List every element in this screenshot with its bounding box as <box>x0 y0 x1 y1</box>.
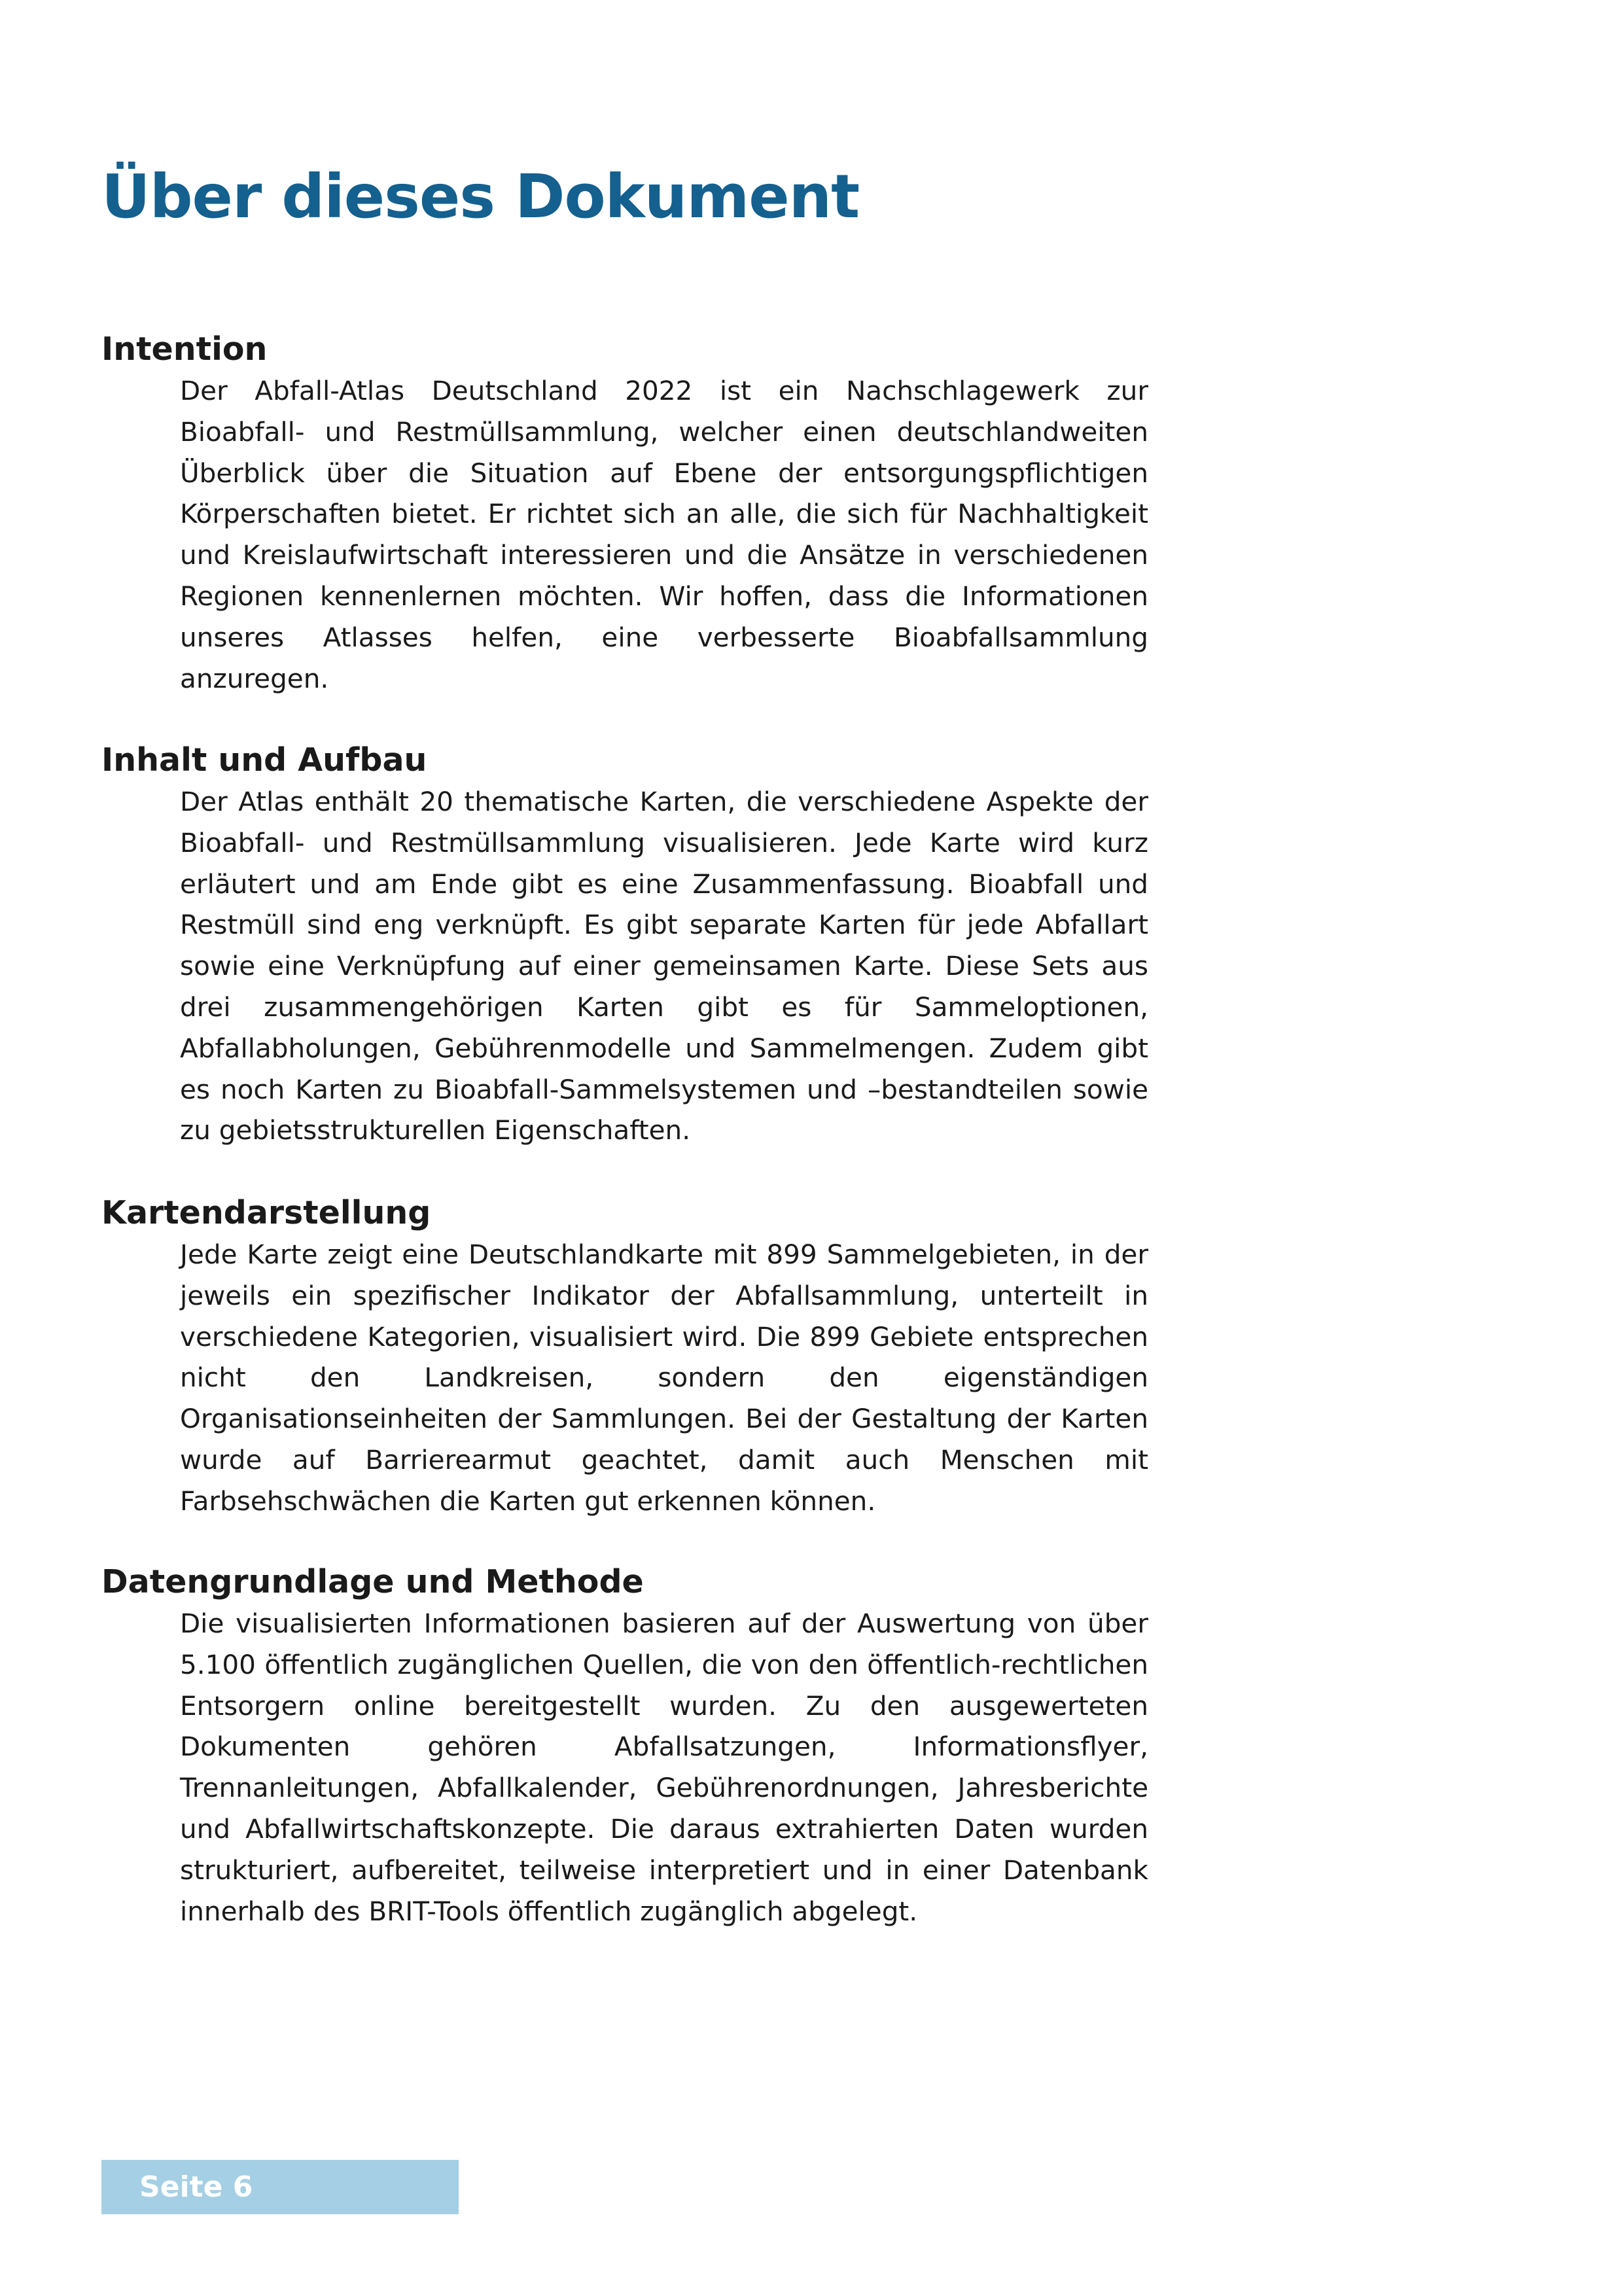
section-body: Die visualisierten Informationen basieren auf der Auswertung von über 5.100 öffentlich zugänglichen Quellen, die von den öffentlich-rechtlichen Entsorgern online bereitgestellt wurden. Zu den ausgewerteten Dokumenten gehören Abfallsatzungen, Informationsflyer, Trennanleitungen, Abfallkalender, Gebührenordnungen, Jahresberichte und Abfallwirtschaftskonzepte. Die daraus extrahierten Daten wurden strukturiert, aufbereitet, teilweise interpretiert und in einer Datenbank innerhalb des BRIT-Tools öffentlich zugänglich abgelegt. <box>180 1608 1148 1927</box>
page-number: Seite 6 <box>139 2170 253 2204</box>
section-datengrundlage-und-methode <box>101 1561 1148 1932</box>
page-title: Über dieses Dokument <box>101 162 860 232</box>
section-body: Der Abfall-Atlas Deutschland 2022 ist ein Nachschlagewerk zur Bioabfall- und Restmüllsammlung, welcher einen deutschlandweiten Überblick über die Situation auf Ebene der entsorgungspflichtigen Körperschaften bietet. Er richtet sich an alle, die sich für Nachhaltigkeit und Kreislaufwirtschaft interessieren und die Ansätze in verschiedenen Regionen kennenlernen möchten. Wir hoffen, dass die Informationen unseres Atlasses helfen, eine verbesserte Bioabfallsammlung anzuregen. <box>180 375 1148 694</box>
section-heading: Datengrundlage und Methode <box>101 1563 644 1600</box>
section-body: Jede Karte zeigt eine Deutschlandkarte mit 899 Sammelgebieten, in der jeweils ein spezifischer Indikator der Abfallsammlung, unterteilt in verschiedene Kategorien, visualisiert wird. Die 899 Gebiete entsprechen nicht den Landkreisen, sondern den eigenständigen Organisationseinheiten der Sammlungen. Bei der Gestaltung der Karten wurde auf Barrierearmut geachtet, damit auch Menschen mit Farbsehschwächen die Karten gut erkennen können. <box>180 1239 1148 1517</box>
section-heading: Kartendarstellung <box>101 1194 431 1231</box>
section-heading: Intention <box>101 330 268 368</box>
section-body: Der Atlas enthält 20 thematische Karten, die verschiedene Aspekte der Bioabfall- und Restmüllsammlung visualisieren. Jede Karte wird kurz erläutert und am Ende gibt es eine Zusammenfassung. Bioabfall und Restmüll sind eng verknüpft. Es gibt separate Karten für jede Abfallart sowie eine Verknüpfung auf einer gemeinsamen Karte. Diese Sets aus drei zusammengehörigen Karten gibt es für Sammeloptionen, Abfallabholungen, Gebührenmodelle und Sammelmengen. Zudem gibt es noch Karten zu Bioabfall-Sammelsystemen und –bestandteilen sowie zu gebietsstrukturellen Eigenschaften. <box>180 786 1148 1146</box>
section-heading: Inhalt und Aufbau <box>101 741 427 779</box>
section-kartendarstellung <box>101 1192 1148 1522</box>
page-number-bar <box>101 2160 459 2214</box>
section-inhalt-und-aufbau <box>101 739 1148 1151</box>
section-intention <box>101 328 1148 699</box>
